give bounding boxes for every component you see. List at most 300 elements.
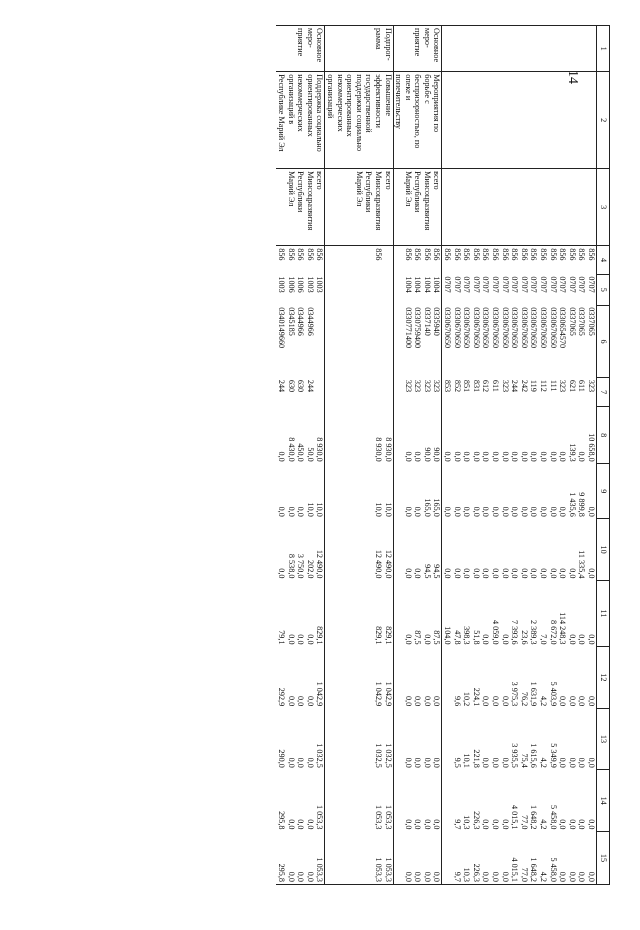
col-header: 1 [597, 26, 610, 72]
cell-line: 0,0 [577, 757, 587, 768]
cell-line: 0330654570 [558, 307, 568, 349]
cell-line: 829,1 [383, 626, 393, 645]
cell-line: 0707 [587, 276, 596, 293]
cell-line: 114 248,3 [558, 612, 568, 645]
cell-line: 0,0 [500, 871, 510, 882]
cell-line: 0,0 [403, 819, 413, 830]
cell-line: 0330670650 [500, 307, 510, 349]
cell-line: 0,0 [481, 451, 491, 462]
cell-line: 852 [452, 379, 462, 393]
cell-line: 0,0 [510, 451, 520, 462]
cell-line: 0,0 [548, 506, 558, 517]
vr-cell [325, 378, 393, 407]
cell-line: 1 615,6 [529, 743, 539, 768]
cell-line: 0337065 [567, 307, 577, 336]
cell-line: 856 [539, 248, 549, 261]
cell-line: 829,1 [373, 626, 383, 645]
cell-line: 0,0 [577, 634, 587, 645]
cell-line: 856 [452, 248, 462, 261]
cell-line: 0,0 [296, 819, 306, 830]
cell-line: 0,0 [491, 568, 501, 579]
cell-line: 0,0 [491, 871, 501, 882]
cell-line: 1004 [422, 276, 432, 293]
cell-line: 0707 [471, 276, 481, 293]
cell-line: 0,0 [500, 568, 510, 579]
header-row [597, 26, 610, 885]
cell-line: 0,0 [510, 568, 520, 579]
cell-line: 0,0 [481, 871, 491, 882]
cell-line: 0330670650 [548, 307, 558, 349]
cell-line: 1003 [277, 276, 286, 293]
cell-line: Республики [296, 171, 306, 213]
cell-line: 0,0 [587, 634, 596, 645]
cell-line: Минсоцразвития [422, 171, 432, 231]
cell-line: 87,5 [413, 630, 423, 645]
cell-line: 12 490,0 [373, 549, 383, 579]
cell-line: Марий Эл [403, 171, 413, 207]
value-cell [442, 580, 597, 646]
cell-line: Марий Эл [354, 171, 364, 207]
cell-line: 0337140 [422, 307, 432, 336]
executor-cell [442, 169, 597, 246]
table-section-row [442, 26, 597, 885]
cell-line: Подпрог- [383, 28, 393, 61]
cell-line: 202,0 [305, 560, 315, 579]
cell-line: 0,0 [510, 506, 520, 517]
cell-line: 1 042,9 [315, 681, 325, 707]
cell-line: 1 053,3 [373, 857, 383, 882]
row-kind-cell [325, 26, 393, 72]
cell-line: 0,0 [491, 757, 501, 768]
cell-line: 0,0 [481, 634, 491, 645]
cell-line: 0707 [519, 276, 529, 293]
cell-line: меро- [422, 28, 432, 48]
cell-line: 2 389,3 [529, 619, 539, 645]
value-cell [276, 464, 324, 519]
cell-line: 829,1 [315, 626, 325, 645]
csr-cell [393, 305, 442, 378]
cell-line: 10,1 [462, 753, 472, 768]
cell-line: 323 [558, 379, 568, 393]
cell-line: Республике Марий Эл [277, 74, 286, 152]
cell-line: 94,5 [432, 564, 442, 579]
cell-line: 856 [481, 248, 491, 261]
cell-line: 8 672,0 [548, 619, 558, 645]
cell-line: 0707 [577, 276, 587, 293]
cell-line: 0,0 [443, 568, 453, 579]
cell-line: 0,0 [558, 568, 568, 579]
cell-line: 1 032,5 [373, 743, 383, 768]
executor-cell [276, 169, 324, 246]
value-cell [442, 770, 597, 832]
cell-line: 0344966 [296, 307, 306, 336]
cell-line: 856 [577, 248, 587, 261]
value-cell [442, 406, 597, 463]
cell-line: 165,0 [432, 498, 442, 517]
cell-line: 856 [315, 248, 325, 261]
page-number: 14 [565, 70, 580, 84]
cell-line: 0,0 [539, 451, 549, 462]
col-header: 6 [597, 305, 610, 378]
cell-line: 856 [403, 248, 413, 261]
col-header: 10 [597, 519, 610, 581]
cell-line: 244 [277, 379, 286, 393]
rzpr-cell [393, 274, 442, 305]
cell-line: 11 335,4 [577, 550, 587, 579]
cell-line: 1004 [432, 276, 442, 293]
cell-line: Минсоцразвития [305, 171, 315, 231]
cell-line: 0707 [491, 276, 501, 293]
value-cell [325, 519, 393, 581]
cell-line: 0707 [452, 276, 462, 293]
cell-line: 0,0 [587, 757, 596, 768]
value-cell [393, 406, 442, 463]
cell-line: Повышение [383, 74, 393, 116]
cell-line: 0,0 [471, 568, 481, 579]
cell-line: поддержки социально [354, 74, 364, 152]
cell-line: 323 [413, 379, 423, 393]
cell-line: 0,0 [519, 451, 529, 462]
cell-line: 0,0 [305, 819, 315, 830]
cell-line: 244 [305, 379, 315, 393]
cell-line: 0707 [567, 276, 577, 293]
cell-line: ориентированных [345, 74, 355, 137]
cell-line: 3 750,0 [296, 553, 306, 579]
cell-line: 0,0 [296, 634, 306, 645]
cell-line: 0,0 [491, 695, 501, 707]
cell-line: 323 [500, 379, 510, 393]
cell-line: 4 015,1 [510, 857, 520, 882]
cell-line: всего [383, 171, 393, 190]
cell-line: 9,6 [452, 695, 462, 707]
cell-line: 856 [500, 248, 510, 261]
cell-line: 77,0 [519, 867, 529, 882]
cell-line: 0,0 [481, 819, 491, 830]
cell-line: 0,0 [577, 451, 587, 462]
cell-line: 0,0 [413, 506, 423, 517]
cell-line: 292,9 [277, 687, 286, 707]
cell-line: 4,2 [539, 757, 549, 768]
vr-cell [276, 378, 324, 407]
cell-line: 224,1 [471, 687, 481, 707]
cell-line: всего [432, 171, 442, 190]
cell-line: 0,0 [296, 871, 306, 882]
cell-line: 94,5 [422, 564, 432, 579]
cell-line: 1 042,9 [373, 681, 383, 707]
cell-line: 1006 [286, 276, 296, 293]
cell-line: 4,2 [539, 819, 549, 830]
cell-line: 9 899,8 [577, 492, 587, 517]
cell-line: 1 032,5 [383, 743, 393, 768]
cell-line: 1004 [413, 276, 423, 293]
cell-line: 323 [422, 379, 432, 393]
cell-line: 10,3 [462, 867, 472, 882]
col-header: 2 [597, 72, 610, 169]
cell-line: 0330670650 [471, 307, 481, 349]
cell-line: 0330670650 [443, 307, 453, 349]
value-cell [442, 832, 597, 885]
cell-line: 242 [519, 379, 529, 393]
cell-line: 0,0 [481, 757, 491, 768]
cell-line: 856 [305, 248, 315, 261]
cell-line: всего [315, 171, 325, 190]
cell-line: 1 032,5 [315, 743, 325, 768]
cell-line: 0707 [548, 276, 558, 293]
cell-line: 0707 [481, 276, 491, 293]
value-cell [325, 406, 393, 463]
cell-line: 0,0 [286, 871, 296, 882]
cell-line: 0330670650 [491, 307, 501, 349]
col-header: 7 [597, 378, 610, 407]
cell-line: 450,0 [296, 443, 306, 462]
cell-line: 8 430,0 [286, 437, 296, 462]
cell-line: 853 [443, 379, 453, 393]
cell-line: 10,0 [383, 502, 393, 517]
cell-line: 90,0 [432, 447, 442, 462]
cell-line: рамма [373, 28, 383, 50]
value-cell [276, 770, 324, 832]
cell-line: 0,0 [296, 506, 306, 517]
cell-line: 295,8 [277, 863, 286, 882]
cell-line: Минсоцразвития [373, 171, 383, 231]
cell-line: 0,0 [296, 757, 306, 768]
cell-line: 0,0 [296, 695, 306, 707]
cell-line: 1 042,9 [383, 681, 393, 707]
cell-line: 831 [471, 379, 481, 393]
cell-line: 0,0 [452, 506, 462, 517]
cell-line: 611 [491, 379, 501, 392]
cell-line: 0,0 [481, 506, 491, 517]
cell-line: 0,0 [567, 871, 577, 882]
cell-line: беспризорностью, по [413, 74, 423, 149]
cell-line: 0,0 [577, 819, 587, 830]
cell-line: 9,5 [452, 757, 462, 768]
cell-line: 0345185 [286, 307, 296, 336]
cell-line: 0,0 [558, 871, 568, 882]
cell-line: 0,0 [432, 695, 442, 707]
cell-line: 611 [577, 379, 587, 392]
cell-line: 0,0 [462, 568, 472, 579]
vr-cell [393, 378, 442, 407]
name-cell [442, 72, 597, 169]
cell-line: 5 403,9 [548, 681, 558, 707]
cell-line: 856 [296, 248, 306, 261]
cell-line: 0330670650 [519, 307, 529, 349]
cell-line: 323 [403, 379, 413, 393]
cell-line: 0,0 [403, 568, 413, 579]
cell-line: 856 [443, 248, 453, 261]
cell-line: 0337065 [587, 307, 596, 336]
cell-line: 0,0 [432, 819, 442, 830]
cell-line: 0,0 [577, 871, 587, 882]
cell-line: 0,0 [422, 757, 432, 768]
cell-line: 4 015,1 [510, 804, 520, 830]
cell-line: 0,0 [567, 634, 577, 645]
cell-line: 0,0 [567, 819, 577, 830]
cell-line: 0,0 [529, 506, 539, 517]
cell-line: организаций [325, 74, 335, 119]
cell-line: 1003 [305, 276, 315, 293]
name-cell [276, 72, 324, 169]
value-cell [393, 770, 442, 832]
cell-line: 0,0 [403, 695, 413, 707]
rzpr-cell [276, 274, 324, 305]
cell-line: 8 538,0 [286, 553, 296, 579]
cell-line: 0330670650 [481, 307, 491, 349]
cell-line: 856 [462, 248, 472, 261]
table-body [276, 26, 596, 885]
cell-line: 111 [548, 379, 558, 392]
cell-line: 0707 [510, 276, 520, 293]
cell-line: Основное [315, 28, 325, 63]
cell-line: 0,0 [286, 757, 296, 768]
cell-line: 0,0 [500, 819, 510, 830]
cell-line: 0,0 [500, 757, 510, 768]
table-section-row [393, 26, 442, 885]
cell-line: 0330670650 [452, 307, 462, 349]
cell-line: 0,0 [452, 568, 462, 579]
cell-line: 226,3 [471, 863, 481, 882]
cell-line: 856 [548, 248, 558, 261]
grbs-cell [393, 246, 442, 275]
value-cell [276, 708, 324, 770]
cell-line: 0,0 [432, 757, 442, 768]
cell-line: 1 053,3 [383, 804, 393, 830]
cell-line: 630 [286, 379, 296, 393]
cell-line: 0,0 [587, 695, 596, 707]
cell-line: 0707 [539, 276, 549, 293]
cell-line: 0,0 [462, 506, 472, 517]
cell-line: 612 [481, 379, 491, 393]
cell-line: 0,0 [587, 568, 596, 579]
cell-line: 0344966 [305, 307, 315, 336]
cell-line: 51,8 [471, 630, 481, 645]
cell-line: 0335940 [432, 307, 442, 336]
executor-cell [393, 169, 442, 246]
cell-line: 295,8 [277, 811, 286, 830]
cell-line: 7 393,6 [510, 619, 520, 645]
cell-line: 1 648,2 [529, 804, 539, 830]
cell-line: 856 [491, 248, 501, 261]
cell-line: 0340149660 [277, 307, 286, 349]
cell-line: 76,2 [519, 691, 529, 707]
cell-line: 8 930,0 [383, 437, 393, 462]
value-cell [325, 580, 393, 646]
cell-line: 856 [510, 248, 520, 261]
col-header: 3 [597, 169, 610, 246]
cell-line: приятие [413, 28, 423, 57]
cell-line: 0,0 [277, 451, 286, 462]
cell-line: попечительству [394, 74, 404, 129]
cell-line: 0337065 [577, 307, 587, 336]
cell-line: 851 [462, 379, 472, 393]
cell-line: 0,0 [587, 871, 596, 882]
cell-line: 104,0 [443, 626, 453, 645]
cell-line: 0,0 [558, 757, 568, 768]
cell-line: 0,0 [548, 451, 558, 462]
cell-line: 1 053,3 [373, 804, 383, 830]
cell-line: 0,0 [422, 871, 432, 882]
csr-cell [325, 305, 393, 378]
cell-line: 0,0 [305, 634, 315, 645]
cell-line: 0,0 [277, 568, 286, 579]
cell-line: 8 930,0 [315, 437, 325, 462]
cell-line: 50,0 [305, 447, 315, 462]
cell-line: 0,0 [500, 506, 510, 517]
cell-line: 0330670650 [529, 307, 539, 349]
cell-line: 621 [567, 379, 577, 393]
cell-line: 856 [587, 248, 596, 261]
cell-line: 5 458,0 [548, 857, 558, 882]
cell-line: 0330759400 [413, 307, 423, 349]
cell-line: Мероприятия по [432, 74, 442, 133]
name-cell [325, 72, 393, 169]
value-cell [393, 708, 442, 770]
cell-line: 856 [567, 248, 577, 261]
cell-line: 90,0 [422, 447, 432, 462]
cell-line: Республики [364, 171, 374, 213]
cell-line: 75,4 [519, 753, 529, 768]
cell-line: 12 490,0 [315, 549, 325, 579]
cell-line: 12 490,0 [383, 549, 393, 579]
cell-line: 323 [587, 379, 596, 393]
cell-line: 9,7 [452, 871, 462, 882]
cell-line: 4,2 [539, 871, 549, 882]
cell-line: 856 [422, 248, 432, 261]
cell-line: 0,0 [519, 568, 529, 579]
cell-line: 0,0 [500, 634, 510, 645]
cell-line: 0,0 [558, 819, 568, 830]
value-cell [325, 708, 393, 770]
value-cell [325, 464, 393, 519]
cell-line: 0330670650 [462, 307, 472, 349]
cell-line: 221,8 [471, 749, 481, 768]
cell-line: 856 [277, 248, 286, 261]
cell-line [315, 380, 325, 405]
cell-line: 0,0 [422, 695, 432, 707]
value-cell [393, 832, 442, 885]
cell-line: 1 053,3 [315, 857, 325, 882]
value-cell [393, 647, 442, 709]
cell-line: 47,8 [452, 630, 462, 645]
cell-line: 10,3 [462, 815, 472, 830]
cell-line: 0,0 [500, 451, 510, 462]
value-cell [325, 770, 393, 832]
cell-line: 7,0 [539, 634, 549, 645]
cell-line: 0,0 [432, 871, 442, 882]
cell-line: 0,0 [422, 634, 432, 645]
cell-line: 0,0 [481, 695, 491, 707]
name-cell [393, 72, 442, 169]
cell-line: 0,0 [286, 819, 296, 830]
cell-line: 856 [286, 248, 296, 261]
value-cell [276, 519, 324, 581]
csr-cell [276, 305, 324, 378]
cell-line: 0,0 [403, 871, 413, 882]
cell-line: 0707 [558, 276, 568, 293]
cell-line: эффективности [373, 74, 383, 128]
cell-line: 630 [296, 379, 306, 393]
col-header: 8 [597, 406, 610, 463]
cell-line: 5 458,0 [548, 804, 558, 830]
cell-line: 244 [510, 379, 520, 393]
cell-line: 0,0 [413, 757, 423, 768]
cell-line: 0,0 [403, 757, 413, 768]
cell-line: государственной [364, 74, 374, 133]
cell-line: 0,0 [462, 451, 472, 462]
cell-line: Основное [432, 28, 442, 63]
cell-line: Республики [413, 171, 423, 213]
